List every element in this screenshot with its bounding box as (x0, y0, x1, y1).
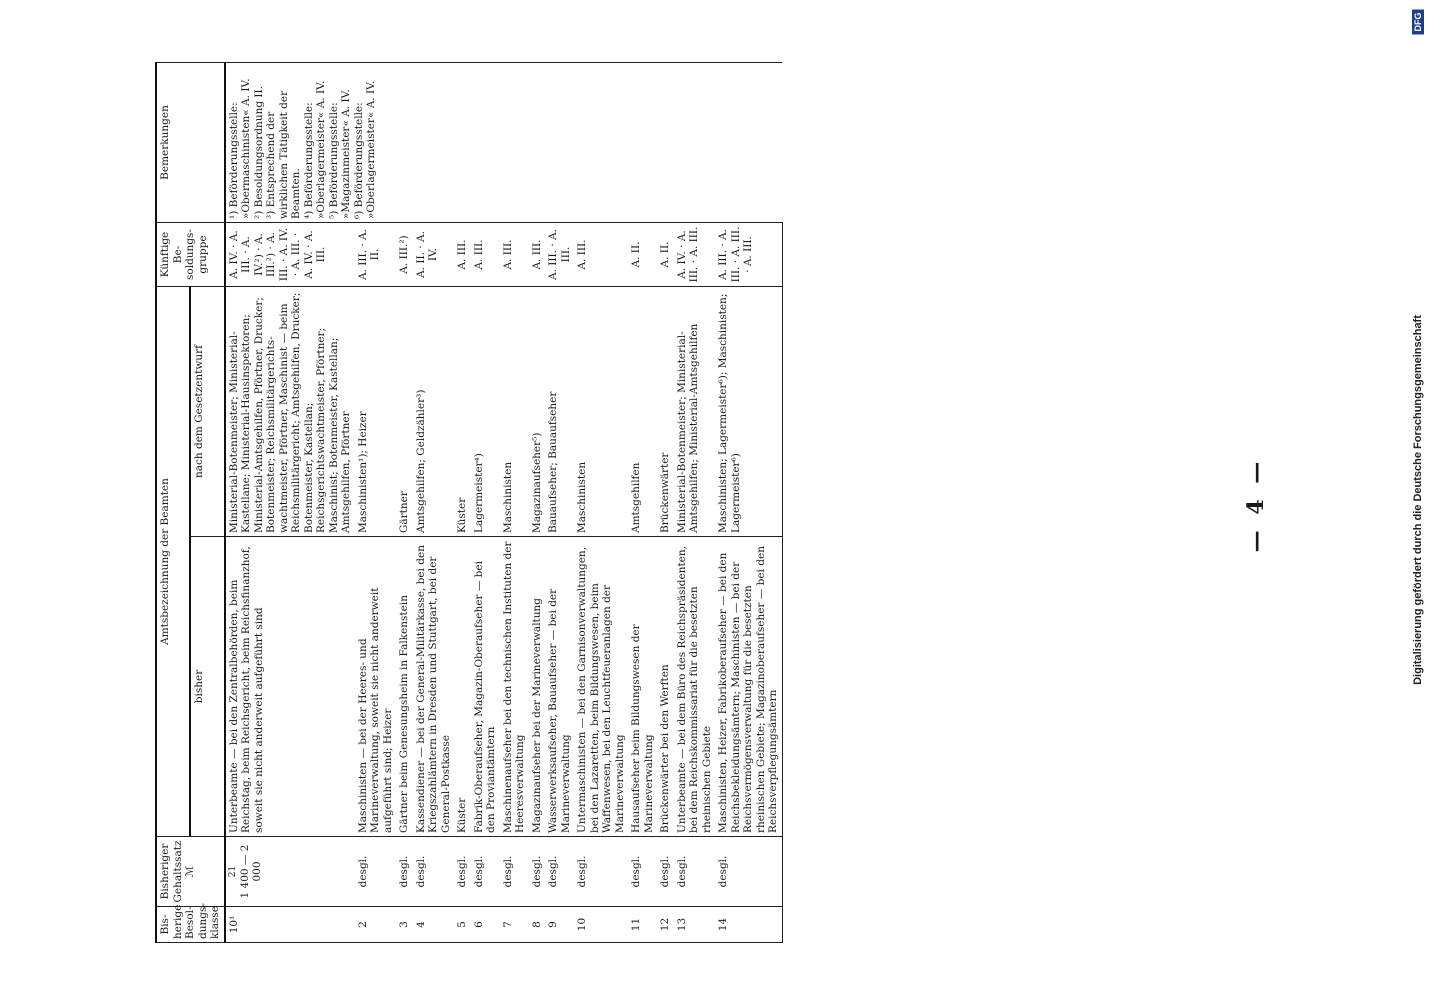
row-title-after: Lagermeister⁴) (471, 287, 500, 537)
row-title-before: Fabrik-Oberaufseher, Magazin-Oberaufseher — bei den Proviantämtern (471, 537, 500, 837)
header-old-salary (156, 837, 225, 907)
row-number: 12 (657, 907, 674, 943)
row-salary: desgl. (628, 837, 657, 907)
row-salary: desgl. (396, 837, 413, 907)
remark-3: ³) Entsprechend der wirklichen Tätigkeit der Beamten. (265, 90, 302, 219)
row-title-before: Unterbeamte — bei dem Büro des Reichspräsidenten, bei dem Reichskommissariat für die besetzten rheinischen Gebiete (674, 537, 716, 837)
row-title-before: Magazinaufseher bei der Marineverwaltung (529, 537, 546, 837)
row-number: 7 (500, 907, 529, 943)
row-title-after: Maschinisten (500, 287, 529, 537)
row-salary: desgl. (355, 837, 397, 907)
page-number: — 4 — (1243, 457, 1269, 553)
row-salary: desgl. (454, 837, 471, 907)
row-title-before: Gärtner beim Genesungsheim in Falkenstein (396, 537, 413, 837)
row-title-before: Untermaschinisten — bei den Garnisonverwaltungen, bei den Lazaretten, beim Bildungswesen, beim Waffenwesen, bei den Leuchtfeueranlagen der Marineverwaltung (574, 537, 628, 837)
row-number: 10¹ (225, 907, 355, 943)
row-title-after: Brückenwärter (657, 287, 674, 537)
row-salary (225, 837, 355, 907)
header-titles-after: nach dem Gesetzentwurf (190, 287, 224, 537)
table-row (225, 63, 355, 943)
row-salary: desgl. (715, 837, 782, 907)
row-number: 13 (674, 907, 716, 943)
row-salary: desgl. (529, 837, 546, 907)
header-salary-unit: ℳ (184, 865, 196, 878)
row-salary: desgl. (657, 837, 674, 907)
row-number: 14 (715, 907, 782, 943)
remark-5: ⁵) Beförderungsstelle: »Magazinmeister« A. IV. (327, 89, 352, 219)
salary-range: 1 400 — 2 000 (238, 844, 263, 899)
header-titles-before: bisher (190, 537, 224, 837)
row-title-after: Küster (454, 287, 471, 537)
row-salary: desgl. (471, 837, 500, 907)
row-title-after: Ministerial-Botenmeister; Ministerial-Kastellane; Ministerial-Hausinspektoren; Ministerial-Amtsgehilfen, Pförtner, Drucker; Botenmeister; Reichsmilitärgerichts-wachtmeister, Pförtner, Maschinist — beim Reichsmilitärgericht; Amtsgehilfen, Drucker; Botenmeister, Kastellan; Reichsgerichtswachtmeister, Pförtner; Maschinist; Botenmeister, Kastellan; Amtsgehilfen, Pförtner (225, 287, 355, 537)
row-number: 2 (355, 907, 397, 943)
row-title-before: Unterbeamte — bei den Zentralbehörden, beim Reichstag, beim Reichsgericht, beim Reichsfinanzhof, soweit sie nicht anderweit aufgeführt sind (225, 537, 355, 837)
row-number: 10 (574, 907, 628, 943)
row-future-group: A. III. (454, 223, 471, 287)
row-title-before: Kassendiener — bei der General-Militärkasse, bei den Kriegszahlämtern in Dresden und Stuttgart, bei der General-Postkasse (413, 537, 455, 837)
row-number: 11 (628, 907, 657, 943)
row-future-group: A. IV. · A. III. · A. IV.²) · A. III.²) · A. III. · A. IV. · A. III. · A. IV. · A. III. (225, 223, 355, 287)
dfg-logo: DFG (1412, 10, 1424, 35)
row-salary: desgl. (500, 837, 529, 907)
row-future-group: A. II. · A. IV. (413, 223, 455, 287)
row-future-group: A. III. · A. III. (545, 223, 574, 287)
digitization-credit: Digitalisierung gefördert durch die Deutsche Forschungsgemeinschaft (1412, 315, 1424, 685)
row-title-before: Hausaufseher beim Bildungswesen der Marineverwaltung (628, 537, 657, 837)
row-future-group: A. III. (471, 223, 500, 287)
row-future-group: A. III. (529, 223, 546, 287)
row-title-after: Magazinaufseher⁵) (529, 287, 546, 537)
header-titles-group: Amtsbezeichnung der Beamten (156, 287, 190, 837)
row-future-group: A. III.²) (396, 223, 413, 287)
row-title-before: Maschinisten, Heizer, Fabrikoberaufseher — bei den Reichsbekleidungsämtern; Maschinisten — bei der Reichsvermögensverwaltung für die besetzten rheinischen Gebiete; Magazinoberaufseher — bei den Reichsverpflegungsämtern (715, 537, 782, 837)
remark-6: ⁶) Beförderungsstelle: »Oberlagermeister« A. IV. (352, 80, 377, 219)
row-title-after: Bauaufseher; Bauaufseher (545, 287, 574, 537)
row-title-before: Wasserwerksaufseher, Bauaufseher — bei der Marineverwaltung (545, 537, 574, 837)
row-salary: desgl. (574, 837, 628, 907)
row-title-after: Amtsgehilfen (628, 287, 657, 537)
row-title-after: Gärtner (396, 287, 413, 537)
header-old-class: Bis-herige Besol-dungs-klasse (156, 907, 225, 943)
row-future-group: A. III. · A. II. (355, 223, 397, 287)
row-number: 3 (396, 907, 413, 943)
row-future-group: A. IV. · A. III. · A. III. (674, 223, 716, 287)
row-future-group: A. II. (657, 223, 674, 287)
row-future-group: A. III. (574, 223, 628, 287)
row-title-after: Maschinisten (574, 287, 628, 537)
row-title-after: Ministerial-Botenmeister; Ministerial-Amtsgehilfen; Ministerial-Amtsgehilfen (674, 287, 716, 537)
row-title-after: Amtsgehilfen; Geldzähler³) (413, 287, 455, 537)
header-remarks: Bemerkungen (156, 63, 225, 223)
row-future-group: A. III. · A. III. · A. III. · A. III. (715, 223, 782, 287)
row-title-before: Küster (454, 537, 471, 837)
row-number: 8 (529, 907, 546, 943)
row-title-after: Maschinisten¹); Heizer (355, 287, 397, 537)
remarks-cell (225, 63, 783, 223)
remark-1: ¹) Beförderungsstelle: »Obermaschinisten« A. IV. (227, 78, 252, 219)
document-page (155, 65, 1285, 945)
row-number: 6 (471, 907, 500, 943)
row-future-group: A. III. (500, 223, 529, 287)
row-title-before: Brückenwärter bei den Werften (657, 537, 674, 837)
row-salary: desgl. (545, 837, 574, 907)
remark-4: ⁴) Beförderungsstelle: »Oberlagermeister« A. IV. (302, 80, 327, 219)
row-title-before: Maschinenaufseher bei den technischen Instituten der Heeresverwaltung (500, 537, 529, 837)
remark-2: ²) Besoldungsordnung II. (252, 85, 265, 219)
row-salary: desgl. (674, 837, 716, 907)
row-salary: desgl. (413, 837, 455, 907)
row-title-after: Maschinisten; Lagermeister⁶); Maschinisten; Lagermeister⁶) (715, 287, 782, 537)
row-number: 9 (545, 907, 574, 943)
row-number: 4 (413, 907, 455, 943)
salary-classification-table (155, 62, 783, 943)
row-title-before: Maschinisten — bei der Heeres- und Marineverwaltung, soweit sie nicht anderweit aufgeführt sind; Heizer (355, 537, 397, 837)
header-future-group: Künftige Be-soldungs-gruppe (156, 223, 225, 287)
row-number: 5 (454, 907, 471, 943)
row-future-group: A. II. (628, 223, 657, 287)
salary-footnote: 21 (227, 865, 238, 878)
header-old-salary-label: Bisheriger Gehaltssatz (159, 840, 184, 903)
